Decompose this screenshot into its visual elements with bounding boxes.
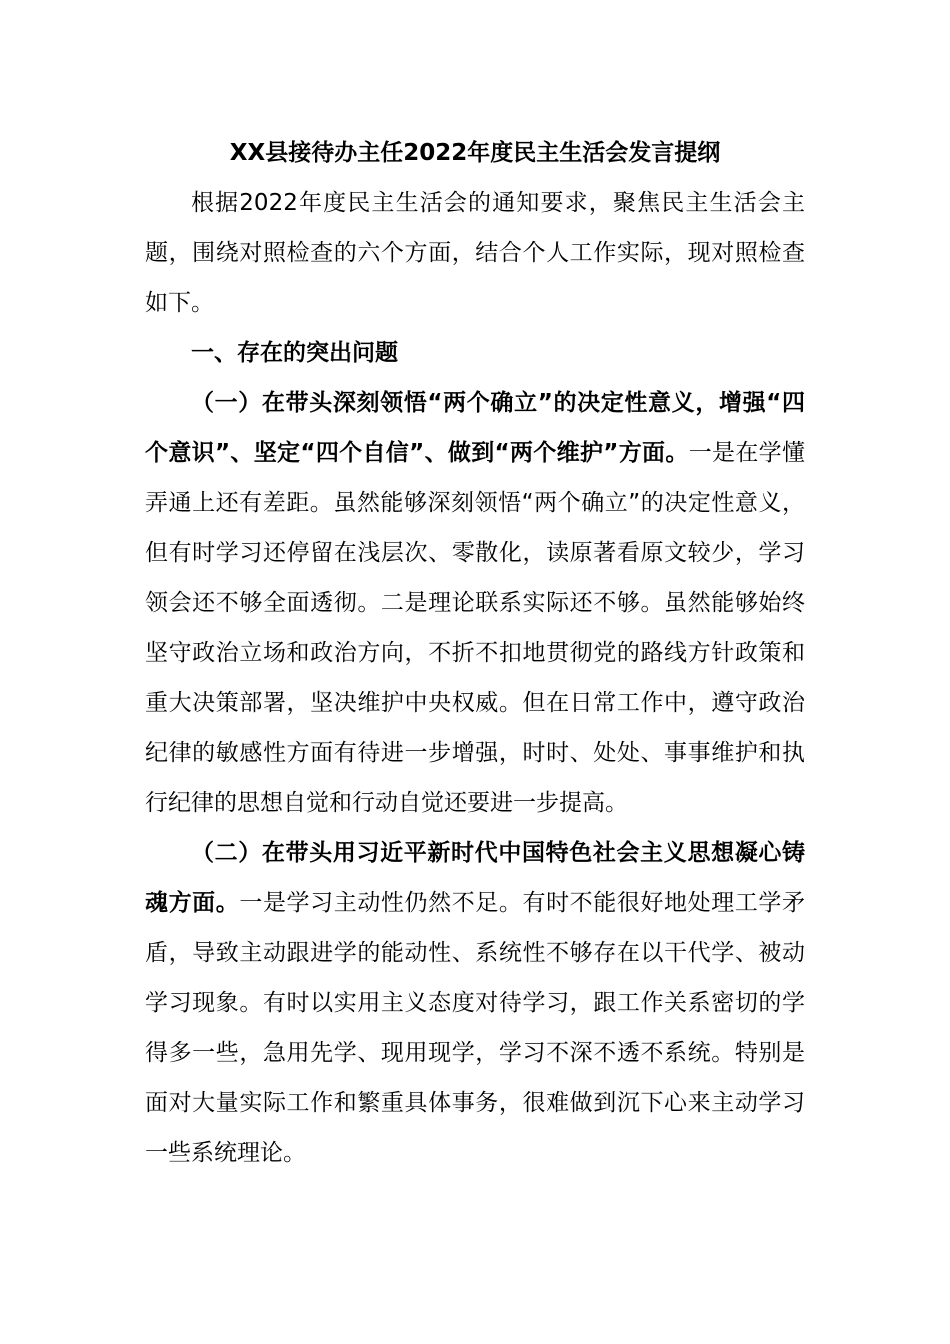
document-page bbox=[145, 128, 805, 1178]
item-2-body: 一是学习主动性仍然不足。有时不能很好地处理工学矛盾，导致主动跟进学的能动性、系统性不够存在以干代学、被动学习现象。有时以实用主义态度对待学习，跟工作关系密切的学得多一些，急用先学、现用现学，学习不深不透不系统。特别是面对大量实际工作和繁重具体事务，很难做到沉下心来主动学习一些系统理论。 bbox=[145, 890, 806, 1166]
item-1-body: 一是在学懂弄通上还有差距。虽然能够深刻领悟“两个确立”的决定性意义，但有时学习还停留在浅层次、零散化，读原著看原文较少，学习领会还不够全面透彻。二是理论联系实际还不够。虽然能够始终坚守政治立场和政治方向，不折不扣地贯彻党的路线方针政策和重大决策部署，坚决维护中央权威。但在日常工作中，遵守政治纪律的敏感性方面有待进一步增强，时时、处处、事事维护和执行纪律的思想自觉和行动自觉还要进一步提高。 bbox=[145, 440, 806, 816]
intro-paragraph: 根据2022年度民主生活会的通知要求，聚焦民主生活会主题，围绕对照检查的六个方面，结合个人工作实际，现对照检查如下。 bbox=[145, 190, 805, 316]
item-2-lead: （二）在带头用习近平新时代中国特色社会主义思想凝心铸魂方面。 bbox=[145, 840, 805, 916]
item-1-lead: （一）在带头深刻领悟“两个确立”的决定性意义，增强“四个意识”、坚定“四个自信”、做到“两个维护”方面。 bbox=[145, 390, 805, 466]
item-2-paragraph bbox=[145, 828, 805, 1178]
item-1-paragraph bbox=[145, 378, 805, 828]
document-title: XX县接待办主任2022年度民主生活会发言提纲 bbox=[229, 140, 721, 166]
section-heading-1: 一、存在的突出问题 bbox=[191, 340, 398, 366]
